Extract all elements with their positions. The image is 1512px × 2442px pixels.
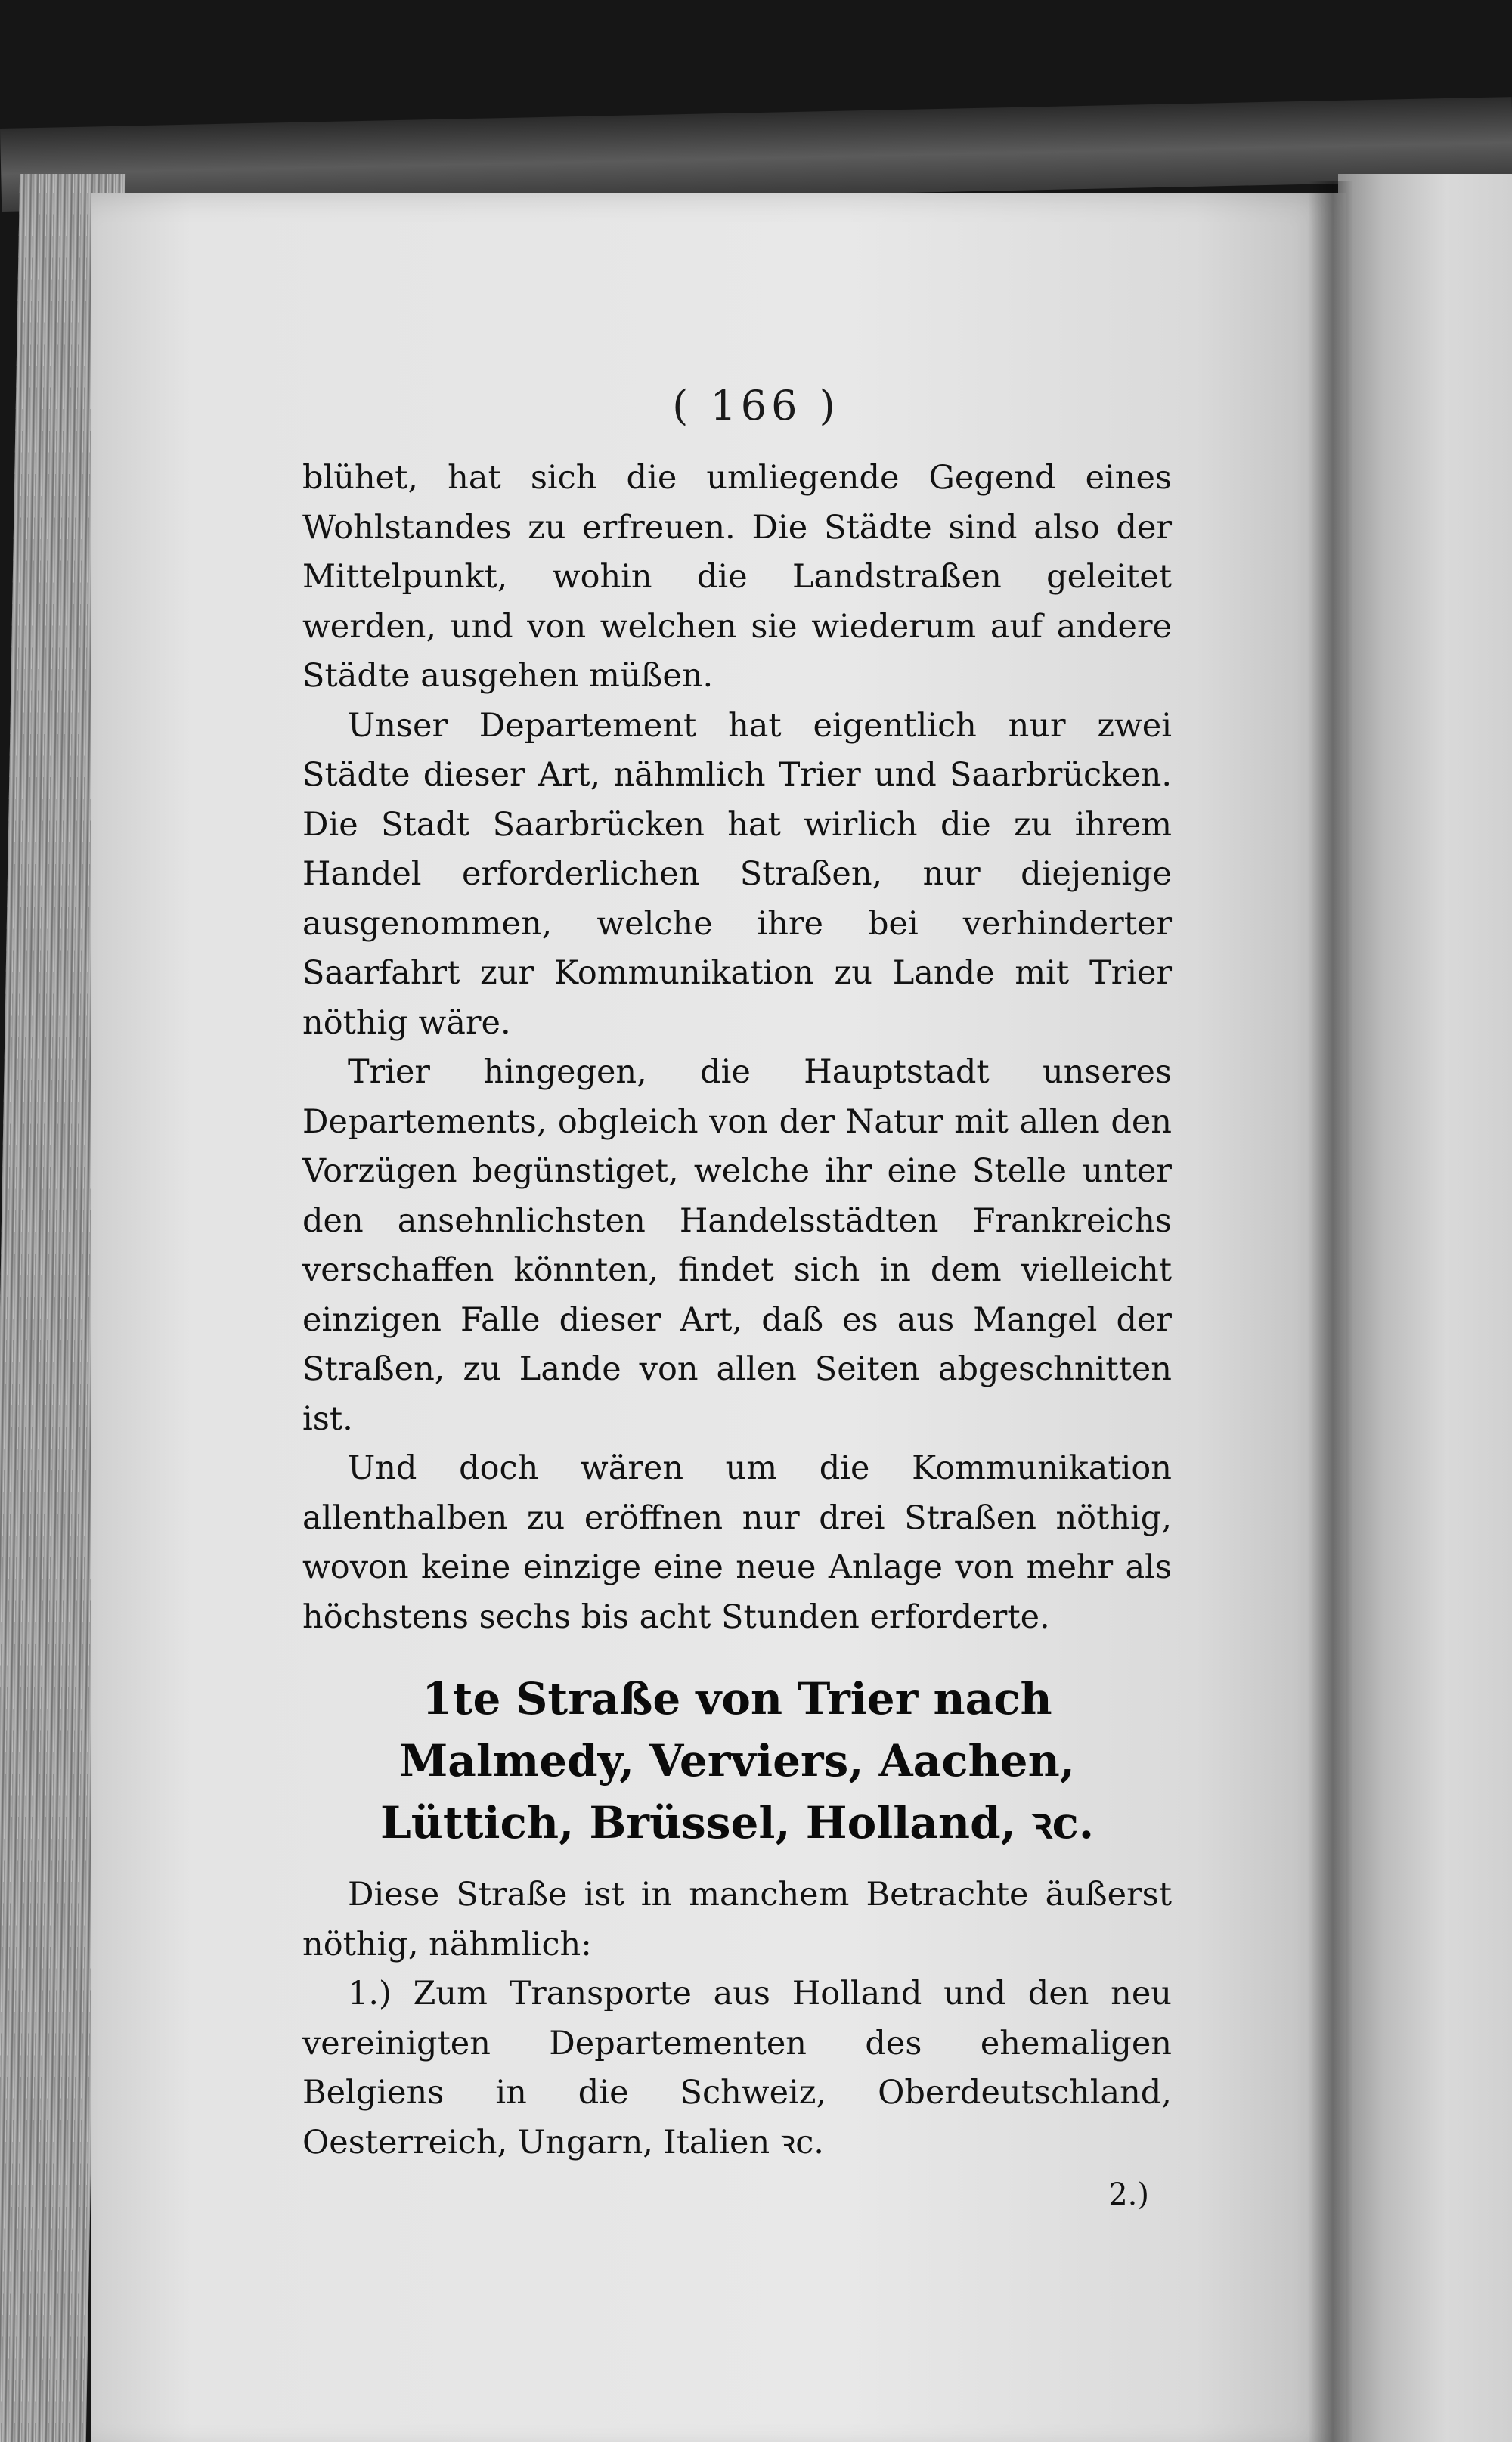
catchword: 2.) <box>1108 2177 1149 2212</box>
paragraph-5: Diese Straße ist in manchem Betrachte äußerst nöthig, nähmlich: <box>302 1876 1172 1963</box>
page-number: ( 166 ) <box>672 382 840 429</box>
section-heading: 1te Straße von Trier nach Malmedy, Verviers, Aachen, Lüttich, Brüssel, Holland, ꝛc. <box>380 1673 1095 1849</box>
page-body <box>302 454 1172 2220</box>
facing-page <box>1338 174 1512 2442</box>
paragraph-3: Trier hingegen, die Hauptstadt unseres Departements, obgleich von der Natur mit allen den Vorzügen begünstiget, welche ihr eine Stelle unter den ansehnlichsten Handelsstädten Frankreichs verschaffen könnten, findet sich in dem vielleicht einzigen Falle dieser Art, daß es aus Mangel der Straßen, zu Lande von allen Seiten abgeschnitten ist. <box>302 1053 1172 1438</box>
paragraph-1: blühet, hat sich die umliegende Gegend eines Wohlstandes zu erfreuen. Die Städte sind also der Mittelpunkt, wohin die Landstraßen geleitet werden, und von welchen sie wiederum auf andere Städte ausgehen müßen. <box>302 459 1172 695</box>
list-item-1: 1.) Zum Transporte aus Holland und den neu vereinigten Departementen des ehemaligen Belgiens in die Schweiz, Oberdeutschland, Oesterreich, Ungarn, Italien ꝛc. <box>302 1975 1172 2162</box>
paragraph-4: Und doch wären um die Kommunikation allenthalben zu eröffnen nur drei Straßen nöthig, wovon keine einzige eine neue Anlage von mehr als höchstens sechs bis acht Stunden erforderte. <box>302 1449 1172 1636</box>
paragraph-2: Unser Departement hat eigentlich nur zwei Städte dieser Art, nähmlich Trier und Saarbrücken. Die Stadt Saarbrücken hat wirlich die zu ihrem Handel erforderlichen Straßen, nur diejenige ausgenommen, welche ihre bei verhinderter Saarfahrt zur Kommunikation zu Lande mit Trier nöthig wäre. <box>302 706 1172 1042</box>
book-gutter <box>1308 181 1353 2442</box>
